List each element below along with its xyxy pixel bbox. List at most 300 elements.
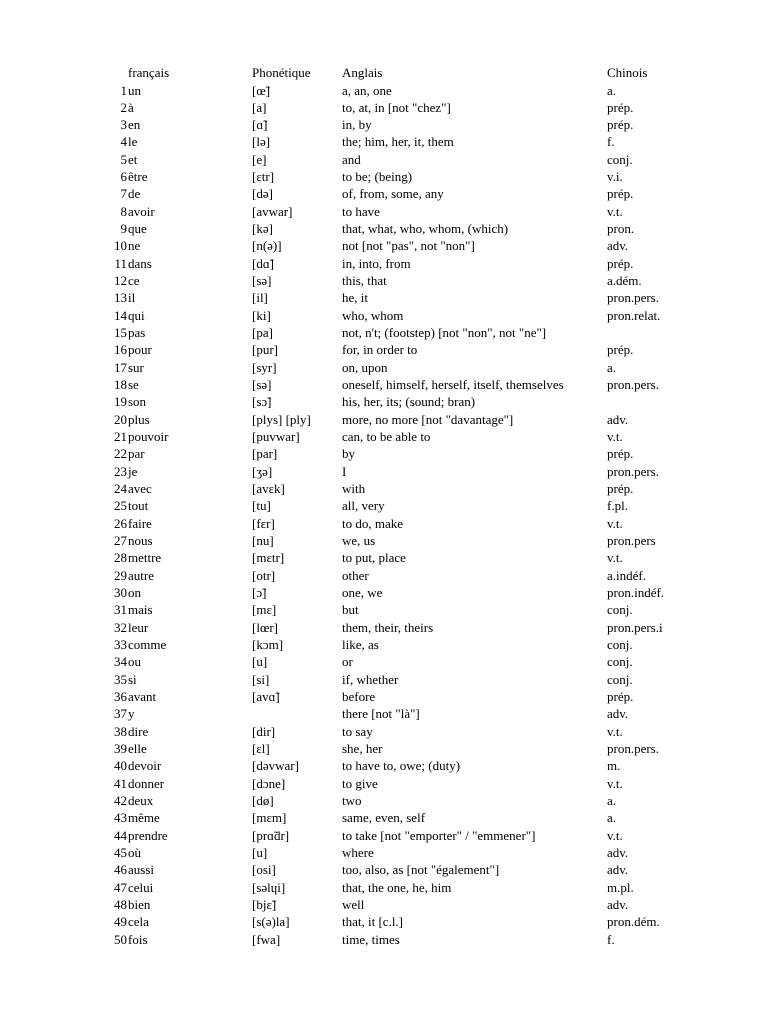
part-of-speech: a.	[607, 359, 617, 375]
phonetic-transcription: [səlɥi]	[252, 879, 286, 895]
english-translation: well	[342, 897, 365, 912]
table-row	[0, 636, 768, 653]
english-translation: but	[342, 602, 359, 618]
table-row	[0, 584, 768, 601]
phonetic-transcription: [dəvwar]	[252, 758, 299, 774]
french-word: le	[128, 134, 138, 150]
entry-number: 46	[114, 862, 127, 878]
phonetic-transcription: [sə]	[252, 273, 272, 289]
table-row	[0, 376, 768, 393]
entry-number: 42	[114, 793, 127, 809]
part-of-speech: m.	[607, 758, 621, 774]
table-header	[0, 64, 768, 81]
english-translation: them, their, theirs	[342, 619, 434, 635]
entry-number: 17	[114, 359, 127, 375]
entry-number: 12	[114, 273, 127, 289]
phonetic-transcription: [pa]	[252, 325, 273, 341]
table-row	[0, 723, 768, 740]
entry-number: 47	[114, 879, 127, 895]
entry-number: 39	[114, 741, 127, 757]
english-translation: and	[342, 151, 361, 167]
table-row	[0, 480, 768, 497]
english-translation: that, what, who, whom, (which)	[342, 221, 509, 237]
french-word: un	[128, 82, 141, 98]
table-row	[0, 619, 768, 636]
part-of-speech: v.t.	[607, 775, 623, 791]
part-of-speech: pron.pers.	[607, 290, 659, 306]
french-word: avoir	[128, 203, 155, 219]
french-word: à	[128, 99, 134, 115]
part-of-speech: pron.pers.i	[607, 619, 663, 635]
entry-number: 22	[114, 446, 127, 462]
phonetic-transcription: [dø]	[252, 793, 274, 809]
table-row	[0, 428, 768, 445]
french-word: aussi	[128, 862, 154, 878]
entry-number: 25	[114, 498, 127, 514]
french-word: ce	[128, 273, 140, 289]
english-translation: who, whom	[342, 307, 404, 323]
french-word: comme	[128, 637, 167, 653]
phonetic-transcription: [tu]	[252, 498, 271, 514]
french-word: et	[128, 151, 138, 167]
phonetic-transcription: [a]	[252, 99, 267, 115]
table-row	[0, 393, 768, 410]
table-row	[0, 549, 768, 566]
table-row	[0, 272, 768, 289]
table-row	[0, 879, 768, 896]
part-of-speech: pron.dém.	[607, 914, 660, 930]
part-of-speech: pron.	[607, 221, 635, 237]
entry-number: 31	[114, 602, 127, 618]
english-translation: all, very	[342, 498, 385, 514]
english-translation: same, even, self	[342, 810, 426, 826]
english-translation: to do, make	[342, 515, 404, 531]
table-row	[0, 255, 768, 272]
table-row	[0, 220, 768, 237]
french-word: pas	[128, 325, 146, 341]
part-of-speech: conj.	[607, 671, 633, 687]
table-row	[0, 601, 768, 618]
english-translation: to put, place	[342, 550, 406, 566]
english-translation: two	[342, 793, 362, 809]
part-of-speech: adv.	[607, 411, 629, 427]
entry-number: 23	[114, 463, 127, 479]
phonetic-transcription: [kɔm]	[252, 637, 284, 653]
english-translation: before	[342, 689, 376, 705]
english-translation: oneself, himself, herself, itself, themselves	[342, 377, 564, 393]
french-word: nous	[128, 533, 153, 549]
table-row	[0, 792, 768, 809]
entry-number: 26	[114, 515, 127, 531]
part-of-speech: prép.	[607, 446, 634, 462]
part-of-speech: f.	[607, 134, 615, 150]
english-translation: she, her	[342, 741, 383, 757]
entry-number: 4	[120, 134, 127, 150]
phonetic-transcription: [par]	[252, 446, 278, 462]
phonetic-transcription: [avɑ̃]	[252, 689, 280, 705]
english-translation: to have	[342, 203, 380, 219]
phonetic-transcription: [lœr]	[252, 619, 278, 635]
english-translation: that, the one, he, him	[342, 879, 452, 895]
part-of-speech: a.	[607, 793, 617, 809]
english-translation: to be; (being)	[342, 169, 413, 185]
entry-number: 49	[114, 914, 127, 930]
phonetic-transcription: [ɔ̃]	[252, 585, 267, 601]
phonetic-transcription: [lə]	[252, 134, 271, 150]
part-of-speech: pron.pers.	[607, 463, 659, 479]
french-word: mettre	[128, 550, 162, 566]
part-of-speech: pron.relat.	[607, 307, 661, 323]
english-translation: by	[342, 446, 355, 462]
phonetic-transcription: [prɑ̃dr]	[252, 827, 290, 843]
english-translation: on, upon	[342, 359, 388, 375]
english-translation: or	[342, 654, 353, 670]
english-translation: time, times	[342, 931, 400, 947]
french-word: cela	[128, 914, 149, 930]
entry-number: 43	[114, 810, 127, 826]
phonetic-transcription: [sə]	[252, 377, 272, 393]
french-word: dire	[128, 723, 149, 739]
phonetic-transcription: [bjɛ̃]	[252, 897, 277, 912]
phonetic-transcription: [plys] [ply]	[252, 411, 311, 427]
entry-number: 27	[114, 533, 127, 549]
french-word: par	[128, 446, 145, 462]
french-word: autre	[128, 567, 154, 583]
phonetic-transcription: [syr]	[252, 359, 277, 375]
english-translation: I	[342, 463, 347, 479]
english-translation: to take [not "emporter" / "emmener"]	[342, 827, 536, 843]
english-translation: to have to, owe; (duty)	[342, 758, 461, 774]
french-word: on	[128, 585, 141, 601]
phonetic-transcription: [mɛtr]	[252, 550, 285, 566]
entry-number: 6	[120, 169, 127, 185]
english-translation: in, by	[342, 117, 372, 133]
english-translation: one, we	[342, 585, 383, 601]
part-of-speech: adv.	[607, 845, 629, 861]
part-of-speech: adv.	[607, 897, 629, 912]
table-row	[0, 809, 768, 826]
french-word: plus	[128, 411, 150, 427]
phonetic-transcription: [avwar]	[252, 203, 293, 219]
phonetic-transcription: [fɛr]	[252, 515, 275, 531]
part-of-speech: prép.	[607, 117, 634, 133]
phonetic-transcription: [si]	[252, 671, 270, 687]
english-translation: the; him, her, it, them	[342, 134, 454, 150]
part-of-speech: adv.	[607, 238, 629, 254]
table-row	[0, 151, 768, 168]
phonetic-transcription: [pur]	[252, 342, 278, 358]
english-translation: a, an, one	[342, 82, 392, 98]
french-word: je	[128, 463, 138, 479]
phonetic-transcription: [avɛk]	[252, 481, 285, 497]
part-of-speech: v.t.	[607, 203, 623, 219]
entry-number: 44	[114, 827, 127, 843]
english-translation: like, as	[342, 637, 379, 653]
phonetic-transcription: [osi]	[252, 862, 276, 878]
french-word: ne	[128, 238, 141, 254]
part-of-speech: conj.	[607, 151, 633, 167]
part-of-speech: a.	[607, 810, 617, 826]
phonetic-transcription: [u]	[252, 654, 268, 670]
table-row	[0, 844, 768, 861]
table-row	[0, 411, 768, 428]
phonetic-transcription: [dir]	[252, 723, 276, 739]
english-translation: of, from, some, any	[342, 186, 444, 202]
phonetic-transcription: [ɛtr]	[252, 169, 275, 185]
table-row	[0, 185, 768, 202]
table-row	[0, 671, 768, 688]
french-word: avant	[128, 689, 157, 705]
french-word: devoir	[128, 758, 162, 774]
english-translation: other	[342, 567, 369, 583]
english-translation: this, that	[342, 273, 387, 289]
french-word: y	[128, 706, 135, 722]
french-word: dans	[128, 255, 152, 271]
part-of-speech: prép.	[607, 481, 634, 497]
table-row	[0, 740, 768, 757]
french-word: sur	[128, 359, 144, 375]
phonetic-transcription: [dɑ̃]	[252, 255, 274, 271]
french-word: il	[128, 290, 136, 306]
entry-number: 21	[114, 429, 127, 445]
table-row	[0, 532, 768, 549]
phonetic-transcription: [kə]	[252, 221, 273, 237]
phonetic-transcription: [ɛl]	[252, 741, 270, 757]
entry-number: 13	[114, 290, 127, 306]
phonetic-transcription: [mɛm]	[252, 810, 287, 826]
french-word: qui	[128, 307, 145, 323]
part-of-speech: adv.	[607, 862, 629, 878]
header-chinois: Chinois	[607, 65, 648, 80]
table-row	[0, 289, 768, 306]
phonetic-transcription: [s(ə)la]	[252, 914, 290, 930]
phonetic-transcription: [mɛ]	[252, 602, 277, 618]
entry-number: 18	[114, 377, 127, 393]
phonetic-transcription: [ki]	[252, 307, 271, 323]
french-word: en	[128, 117, 141, 133]
table-row	[0, 913, 768, 930]
phonetic-transcription: [u]	[252, 845, 268, 861]
french-word: bien	[128, 897, 151, 912]
english-translation: we, us	[342, 533, 376, 549]
english-translation: more, no more [not "davantage"]	[342, 411, 514, 427]
french-word: tout	[128, 498, 149, 514]
entry-number: 35	[114, 671, 127, 687]
entry-number: 33	[114, 637, 127, 653]
part-of-speech: a.indéf.	[607, 567, 646, 583]
french-word: faire	[128, 515, 152, 531]
english-translation: if, whether	[342, 671, 399, 687]
french-word: de	[128, 186, 141, 202]
phonetic-transcription: [də]	[252, 186, 273, 202]
table-row	[0, 931, 768, 948]
entry-number: 45	[114, 845, 127, 861]
phonetic-transcription: [puvwar]	[252, 429, 300, 445]
french-word: deux	[128, 793, 154, 809]
table-row	[0, 705, 768, 722]
part-of-speech: a.dém.	[607, 273, 642, 289]
english-translation: can, to be able to	[342, 429, 431, 445]
table-row	[0, 307, 768, 324]
part-of-speech: v.t.	[607, 515, 623, 531]
part-of-speech: pron.pers	[607, 533, 656, 549]
part-of-speech: conj.	[607, 654, 633, 670]
phonetic-transcription: [ɑ̃]	[252, 117, 268, 133]
header-francais: français	[128, 65, 170, 80]
table-row	[0, 168, 768, 185]
phonetic-transcription: [fwa]	[252, 931, 281, 947]
entry-number: 11	[114, 255, 127, 271]
french-word: celui	[128, 879, 154, 895]
entry-number: 50	[114, 931, 127, 947]
english-translation: in, into, from	[342, 255, 411, 271]
english-translation: not, n't; (footstep) [not "non", not "ne"]	[342, 325, 547, 341]
table-row	[0, 463, 768, 480]
entry-number: 29	[114, 567, 127, 583]
table-row	[0, 896, 768, 913]
table-row	[0, 203, 768, 220]
french-word: elle	[128, 741, 147, 757]
entry-number: 10	[114, 238, 127, 254]
english-translation: that, it [c.l.]	[342, 914, 404, 930]
part-of-speech: v.t.	[607, 429, 623, 445]
english-translation: he, it	[342, 290, 368, 306]
table-row	[0, 653, 768, 670]
entry-number: 38	[114, 723, 127, 739]
table-row	[0, 133, 768, 150]
french-word: donner	[128, 775, 165, 791]
phonetic-transcription: [nu]	[252, 533, 274, 549]
phonetic-transcription: [n(ə)]	[252, 238, 282, 254]
french-word: même	[128, 810, 160, 826]
french-word: fois	[128, 931, 148, 947]
phonetic-transcription: [il]	[252, 290, 268, 306]
entry-number: 36	[114, 689, 127, 705]
header-anglais: Anglais	[342, 65, 383, 80]
entry-number: 48	[114, 897, 127, 912]
part-of-speech: pron.pers.	[607, 741, 659, 757]
part-of-speech: prép.	[607, 255, 634, 271]
phonetic-transcription: [ʒə]	[252, 463, 273, 479]
phonetic-transcription: [dɔne]	[252, 775, 286, 791]
english-translation: for, in order to	[342, 342, 418, 358]
french-word: avec	[128, 481, 152, 497]
phonetic-transcription: [œ̃]	[252, 82, 271, 98]
french-word: prendre	[128, 827, 168, 843]
french-word: ou	[128, 654, 141, 670]
entry-number: 20	[114, 411, 127, 427]
french-word: que	[128, 221, 147, 237]
entry-number: 28	[114, 550, 127, 566]
english-translation: with	[342, 481, 366, 497]
entry-number: 24	[114, 481, 127, 497]
entry-number: 19	[114, 394, 127, 410]
part-of-speech: prép.	[607, 342, 634, 358]
part-of-speech: conj.	[607, 602, 633, 618]
table-row	[0, 116, 768, 133]
french-word: mais	[128, 602, 153, 618]
table-row	[0, 359, 768, 376]
english-translation: to give	[342, 775, 378, 791]
french-word: se	[128, 377, 139, 393]
table-row	[0, 99, 768, 116]
entry-number: 32	[114, 619, 127, 635]
part-of-speech: prép.	[607, 186, 634, 202]
table-row	[0, 688, 768, 705]
part-of-speech: prép.	[607, 689, 634, 705]
english-translation: too, also, as [not "également"]	[342, 862, 500, 878]
part-of-speech: pron.pers.	[607, 377, 659, 393]
table-row	[0, 82, 768, 99]
english-translation: to say	[342, 723, 373, 739]
entry-number: 2	[120, 99, 127, 115]
entry-number: 16	[114, 342, 127, 358]
part-of-speech: m.pl.	[607, 879, 634, 895]
english-translation: where	[342, 845, 374, 861]
english-translation: his, her, its; (sound; bran)	[342, 394, 476, 410]
french-word: où	[128, 845, 141, 861]
entry-number: 7	[120, 186, 127, 202]
french-word: son	[128, 394, 147, 410]
part-of-speech: a.	[607, 82, 617, 98]
entry-number: 34	[114, 654, 127, 670]
table-row	[0, 445, 768, 462]
entry-number: 41	[114, 775, 127, 791]
table-row	[0, 757, 768, 774]
table-row	[0, 861, 768, 878]
entry-number: 3	[120, 117, 127, 133]
phonetic-transcription: [e]	[252, 151, 267, 167]
entry-number: 5	[120, 151, 127, 167]
part-of-speech: pron.indéf.	[607, 585, 665, 601]
table-row	[0, 324, 768, 341]
part-of-speech: v.t.	[607, 550, 623, 566]
phonetic-transcription: [otr]	[252, 567, 276, 583]
english-translation: not [not "pas", not "non"]	[342, 238, 475, 254]
french-word: si	[128, 671, 137, 687]
part-of-speech: adv.	[607, 706, 629, 722]
phonetic-transcription: [sɔ̃]	[252, 394, 272, 410]
table-row	[0, 497, 768, 514]
entry-number: 14	[114, 307, 127, 323]
french-word: leur	[128, 619, 149, 635]
entry-number: 1	[120, 82, 127, 98]
entry-number: 30	[114, 585, 127, 601]
part-of-speech: prép.	[607, 99, 634, 115]
header-phonetique: Phonétique	[252, 65, 311, 80]
entry-number: 40	[114, 758, 127, 774]
table-row	[0, 237, 768, 254]
french-word: être	[128, 169, 148, 185]
french-word: pouvoir	[128, 429, 169, 445]
english-translation: to, at, in [not "chez"]	[342, 99, 451, 115]
entry-number: 15	[114, 325, 127, 341]
table-row	[0, 827, 768, 844]
part-of-speech: v.t.	[607, 723, 623, 739]
part-of-speech: f.	[607, 931, 615, 947]
table-row	[0, 341, 768, 358]
entry-number: 37	[114, 706, 127, 722]
table-row	[0, 775, 768, 792]
table-row	[0, 567, 768, 584]
french-word: pour	[128, 342, 152, 358]
table-row	[0, 515, 768, 532]
english-translation: there [not "là"]	[342, 706, 420, 722]
entry-number: 9	[120, 221, 127, 237]
entry-number: 8	[120, 203, 127, 219]
part-of-speech: conj.	[607, 637, 633, 653]
part-of-speech: v.t.	[607, 827, 623, 843]
